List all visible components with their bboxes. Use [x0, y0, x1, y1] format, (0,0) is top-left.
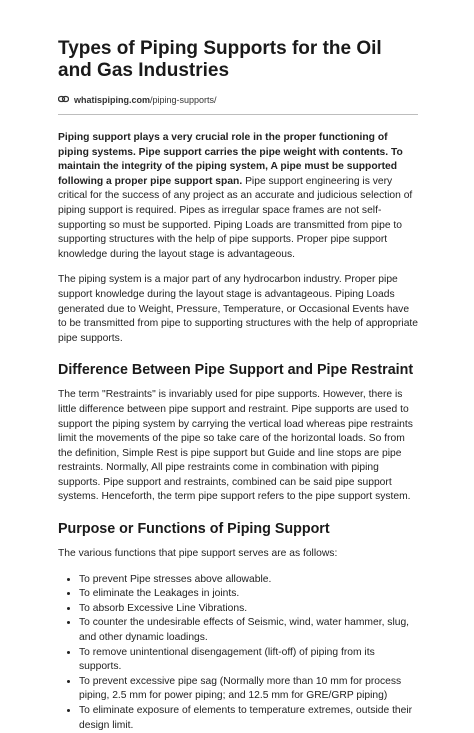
source-path: /piping-supports/	[150, 95, 217, 105]
list-item: • To prevent excessive pipe sag (Normally more than 10 mm for process piping, 2.5 mm for power piping; and 12.5 mm for GRE/GRP piping)	[79, 675, 418, 704]
intro-body-text: Pipe support engineering is very critical for the success of any project as an accurate and judicious selection of piping support is required. Pipes as irregular space frames are not self-supporting so must be supported. Piping Loads are transmitted from pipe to supporting structures with the help of pipe supports. Proper pipe support knowledge during the layout stage is advantageous.	[58, 175, 413, 260]
list-item: • To eliminate the Leakages in joints.	[79, 587, 418, 602]
page-title: Types of Piping Supports for the Oil and Gas Industries	[58, 38, 382, 81]
functions-list	[58, 573, 418, 733]
intro-paragraph	[58, 131, 418, 262]
link-icon	[58, 95, 69, 103]
section-lead-functions: The various functions that pipe support serves are as follows:	[58, 548, 338, 560]
list-item: • To absorb Excessive Line Vibrations.	[79, 602, 418, 617]
intro-bold-text: Piping support plays a very crucial role in the proper functioning of piping systems. Pipe support carries the pipe weight with contents. To maintain the integrity of the piping system, A pipe must be supported following a proper pipe support span.	[58, 132, 403, 187]
second-paragraph: The piping system is a major part of any hydrocarbon industry. Proper pipe support knowledge during the layout stage is advantageous. Piping Loads generated due to Weight, Pressure, Temperature, or Occasional Events have to be transmitted from pipe to supporting structures with the help of appropriate pipe supports.	[58, 274, 419, 344]
section-heading-functions: Purpose or Functions of Piping Support	[58, 521, 330, 538]
source-line	[58, 90, 418, 115]
list-item: • To eliminate exposure of elements to temperature extremes, outside their design limit.	[79, 704, 418, 733]
section-body-difference: The term "Restraints" is invariably used for pipe supports. However, there is little difference between pipe support and restraint. Pipe supports are used to support the piping system by carrying the vertical load whereas pipe restraints limit the movements of the pipe so take care of the horizontal loads. So from the definition, Simple Rest is pipe support but Guide and line stops are pipe restraints. Normally, All pipe restraints come in combination with piping supports. Pipe support and restraints, combined can be said pipe support systems. Henceforth, the term pipe support refers to the pipe support system.	[58, 389, 413, 503]
source-domain: whatispiping.com	[74, 95, 151, 105]
list-item: • To counter the undesirable effects of Seismic, wind, water hammer, slug, and other dynamic loadings.	[79, 616, 418, 645]
section-heading-difference: Difference Between Pipe Support and Pipe Restraint	[58, 362, 414, 379]
source-link[interactable]	[74, 90, 217, 108]
list-item: • To remove unintentional disengagement (lift-off) of piping from its supports.	[79, 646, 418, 675]
list-item: • To prevent Pipe stresses above allowable.	[79, 573, 418, 588]
